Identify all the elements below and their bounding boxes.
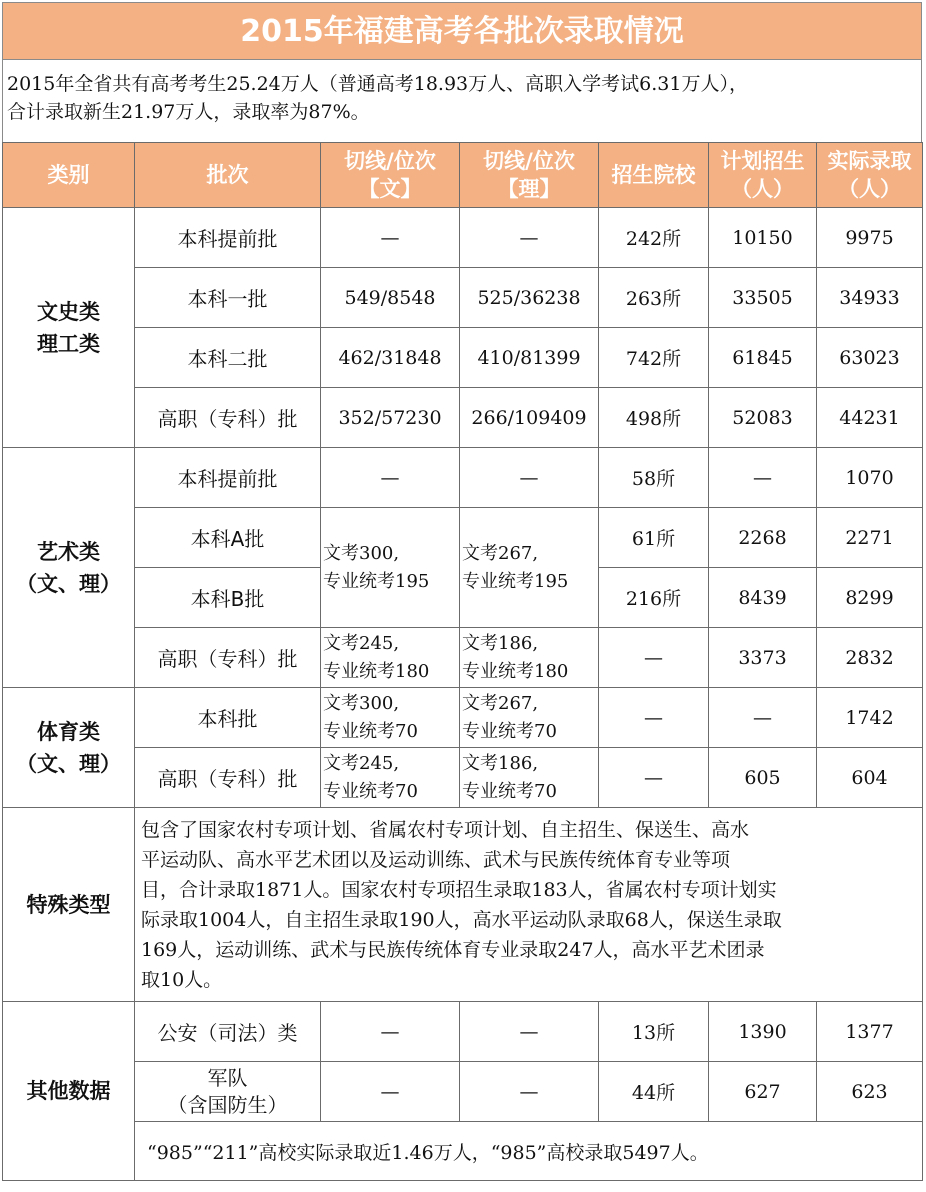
intro-line-1: 2015年全省共有高考考生25.24万人（普通高考18.93万人、高职入学考试6.31万人）， [7, 73, 748, 95]
actual-cell: 2832 [817, 628, 923, 688]
cutoff-li-cell: 410/81399 [460, 328, 599, 388]
category-cell-special: 特殊类型 [3, 808, 135, 1002]
schools-cell: 242所 [599, 208, 709, 268]
plan-cell: 8439 [709, 568, 817, 628]
table-row [3, 1122, 923, 1181]
plan-cell: 10150 [709, 208, 817, 268]
actual-cell: 1070 [817, 448, 923, 508]
actual-cell: 623 [817, 1062, 923, 1122]
plan-cell: — [709, 448, 817, 508]
cutoff-li-cell: 文考267, 专业统考195 [460, 508, 599, 628]
header-cutoff-li: 切线/位次 【理】 [460, 143, 599, 208]
schools-cell: — [599, 628, 709, 688]
cutoff-wen-cell: — [321, 1002, 460, 1062]
table-row [3, 688, 923, 748]
batch-cell: 公安（司法）类 [135, 1002, 321, 1062]
cutoff-li-cell: 文考186, 专业统考70 [460, 748, 599, 808]
special-description: 包含了国家农村专项计划、省属农村专项计划、自主招生、保送生、高水 平运动队、高水平艺术团以及运动训练、武术与民族传统体育专业等项 目，合计录取1871人。国家农村专项招生录取183人，省属农村专项计划实 际录取1004人，自主招生录取190人，高水平运动队录取68人，保送生录取 169人，运动训练、武术与民族传统体育专业录取247人，高水平艺术团录 取10人。 [135, 808, 923, 1002]
batch-cell: 本科B批 [135, 568, 321, 628]
category-cell-wenli: 文史类 理工类 [3, 208, 135, 448]
batch-cell: 本科提前批 [135, 208, 321, 268]
cutoff-li-cell: — [460, 1062, 599, 1122]
actual-cell: 1377 [817, 1002, 923, 1062]
cutoff-wen-cell: 352/57230 [321, 388, 460, 448]
page-title: 2015年福建高考各批次录取情况 [2, 2, 922, 60]
table-row [3, 508, 923, 568]
cutoff-wen-cell: 文考245, 专业统考70 [321, 748, 460, 808]
batch-cell: 本科一批 [135, 268, 321, 328]
header-category: 类别 [3, 143, 135, 208]
cutoff-li-cell: 文考267, 专业统考70 [460, 688, 599, 748]
plan-cell: 2268 [709, 508, 817, 568]
actual-cell: 44231 [817, 388, 923, 448]
admission-table [2, 142, 923, 1181]
table-row [3, 808, 923, 1002]
schools-cell: — [599, 748, 709, 808]
header-batch: 批次 [135, 143, 321, 208]
schools-cell: 44所 [599, 1062, 709, 1122]
cutoff-wen-cell: 文考300, 专业统考195 [321, 508, 460, 628]
cutoff-wen-cell: 文考245, 专业统考180 [321, 628, 460, 688]
cutoff-wen-cell: — [321, 448, 460, 508]
table-row [3, 1062, 923, 1122]
table-row [3, 328, 923, 388]
cutoff-wen-cell: 462/31848 [321, 328, 460, 388]
plan-cell: 3373 [709, 628, 817, 688]
cutoff-wen-cell: 549/8548 [321, 268, 460, 328]
actual-cell: 604 [817, 748, 923, 808]
header-row [3, 143, 923, 208]
actual-cell: 2271 [817, 508, 923, 568]
plan-cell: 33505 [709, 268, 817, 328]
actual-cell: 63023 [817, 328, 923, 388]
schools-cell: 742所 [599, 328, 709, 388]
plan-cell: 1390 [709, 1002, 817, 1062]
category-cell-other: 其他数据 [3, 1002, 135, 1181]
table-row [3, 628, 923, 688]
footnote: “985”“211”高校实际录取近1.46万人，“985”高校录取5497人。 [135, 1122, 923, 1181]
actual-cell: 34933 [817, 268, 923, 328]
schools-cell: — [599, 688, 709, 748]
schools-cell: 13所 [599, 1002, 709, 1062]
cutoff-li-cell: — [460, 208, 599, 268]
batch-cell: 本科A批 [135, 508, 321, 568]
category-cell-art: 艺术类 （文、理） [3, 448, 135, 688]
actual-cell: 1742 [817, 688, 923, 748]
cutoff-wen-cell: — [321, 1062, 460, 1122]
plan-cell: 61845 [709, 328, 817, 388]
cutoff-li-cell: 525/36238 [460, 268, 599, 328]
batch-cell: 本科二批 [135, 328, 321, 388]
schools-cell: 263所 [599, 268, 709, 328]
table-row [3, 388, 923, 448]
plan-cell: 52083 [709, 388, 817, 448]
batch-cell: 高职（专科）批 [135, 748, 321, 808]
cutoff-wen-cell: — [321, 208, 460, 268]
actual-cell: 8299 [817, 568, 923, 628]
batch-cell: 高职（专科）批 [135, 388, 321, 448]
cutoff-li-cell: — [460, 1002, 599, 1062]
header-actual: 实际录取 （人） [817, 143, 923, 208]
batch-cell: 军队 （含国防生） [135, 1062, 321, 1122]
intro-line-2: 合计录取新生21.97万人，录取率为87%。 [7, 101, 370, 123]
table-row [3, 208, 923, 268]
schools-cell: 216所 [599, 568, 709, 628]
schools-cell: 61所 [599, 508, 709, 568]
header-schools: 招生院校 [599, 143, 709, 208]
table-row [3, 1002, 923, 1062]
actual-cell: 9975 [817, 208, 923, 268]
batch-cell: 高职（专科）批 [135, 628, 321, 688]
category-cell-sports: 体育类 （文、理） [3, 688, 135, 808]
batch-cell: 本科提前批 [135, 448, 321, 508]
plan-cell: 605 [709, 748, 817, 808]
header-cutoff-wen: 切线/位次 【文】 [321, 143, 460, 208]
header-plan: 计划招生 （人） [709, 143, 817, 208]
cutoff-wen-cell: 文考300, 专业统考70 [321, 688, 460, 748]
plan-cell: — [709, 688, 817, 748]
intro-text [2, 60, 922, 142]
table-row [3, 448, 923, 508]
table-row [3, 748, 923, 808]
schools-cell: 58所 [599, 448, 709, 508]
cutoff-li-cell: 文考186, 专业统考180 [460, 628, 599, 688]
cutoff-li-cell: — [460, 448, 599, 508]
batch-cell: 本科批 [135, 688, 321, 748]
cutoff-li-cell: 266/109409 [460, 388, 599, 448]
table-row [3, 268, 923, 328]
plan-cell: 627 [709, 1062, 817, 1122]
schools-cell: 498所 [599, 388, 709, 448]
